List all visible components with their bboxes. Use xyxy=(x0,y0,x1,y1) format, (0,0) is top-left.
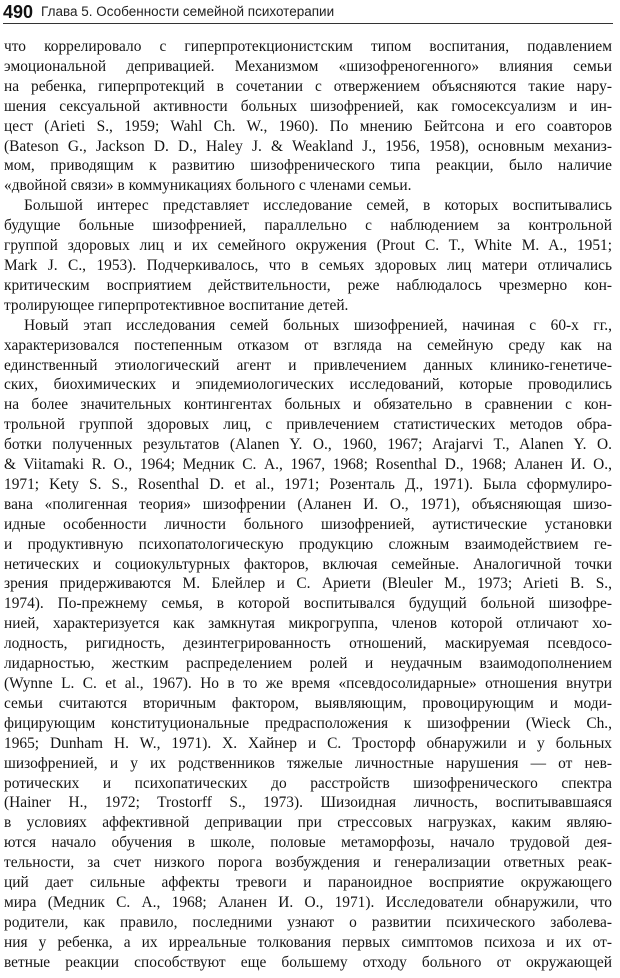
paragraph xyxy=(4,316,612,973)
text-line: мира (Медник С. А., 1968; Аланен И. О., 1971). Исследователи обнаружили, что xyxy=(4,893,612,911)
text-line: ботки полученных результатов (Alanen Y. O., 1960, 1967; Arajarvi T., Alanen Y. O. xyxy=(4,436,612,454)
text-line: вана «полигенная теория» шизофрении (Аланен И. О., 1971), объясняющая шизо- xyxy=(4,495,612,513)
text-line: ций дает сильные аффекты тревоги и параноидное восприятие окружающего xyxy=(4,874,612,892)
text-line: 1974). По-прежнему семья, в которой воспитывался будущий больной шизофре- xyxy=(4,595,612,613)
paragraph xyxy=(4,37,612,196)
running-head: Глава 5. Особенности семейной психотерапии xyxy=(41,4,335,19)
text-line: нией, характеризуется как замкнутая микрогруппа, членов которой отличают хо- xyxy=(4,615,612,633)
text-line: 1971; Kety S. S., Rosenthal D. et al., 1971; Розенталь Д., 1971). Была сформулиро- xyxy=(4,475,612,493)
text-line: & Viitamaki R. O., 1964; Медник С. А., 1967, 1968; Rosenthal D., 1968; Аланен И. О., xyxy=(4,456,612,474)
text-line: тролирующее гиперпротективное воспитание детей. xyxy=(4,296,349,314)
text-line: семьи считаются вторичным фактором, выявляющим, провоцирующим и моди- xyxy=(4,694,612,712)
text-line: шизофренией, и у их родственников тяжелые личностные нарушения — от нев- xyxy=(4,754,612,772)
text-line: Mark J. C., 1953). Подчеркивалось, что в семьях здоровых лиц матери отличались xyxy=(4,256,612,274)
page-number: 490 xyxy=(3,2,34,22)
text-line: что коррелировало с гиперпротекционистским типом воспитания, подавлением xyxy=(4,38,612,55)
text-line: лодность, ригидность, дезинтегрированность отношений, маскируемая псевдосо- xyxy=(4,635,612,653)
text-line: и продуктивную психопатологическую продукцию сложным взаимодействием ге- xyxy=(4,535,612,553)
body-text xyxy=(4,37,612,973)
text-line: «двойной связи» в коммуникациях больного с членами семьи. xyxy=(4,177,412,195)
text-line: в условиях аффективной депривации при стрессовых нагрузках, каким являю- xyxy=(4,814,612,832)
text-line: ются начало обучения в школе, половые метаморфозы, начало трудовой дея- xyxy=(4,834,612,852)
text-line: 1965; Dunham H. W., 1971). Х. Хайнер и С. Тросторф обнаружили и у больных xyxy=(4,734,612,752)
text-line: лидарностью, жестким распределением ролей и неудачным взаимодополнением xyxy=(4,655,612,673)
text-line: характеризовался постепенным отказом от взгляда на семейную среду как на xyxy=(4,336,612,354)
text-line: шения сексуальной активности больных шизофренией, как гомосексуализм и ин- xyxy=(4,97,612,115)
page-header xyxy=(3,0,615,22)
text-line: на более значительных контингентах больных и обязательно в сравнении с кон- xyxy=(4,396,612,414)
text-line: ротических и психопатических до расстройств шизофренического спектра xyxy=(4,774,612,792)
text-line: (Bateson G., Jackson D. D., Haley J. & Weakland J., 1956, 1958), основным механиз- xyxy=(4,137,612,155)
text-line: (Wynne L. C. et al., 1967). Но в то же время «псевдосолидарные» отношения внутри xyxy=(4,675,612,692)
text-line: Большой интерес представляет исследование семей, в которых воспитывались xyxy=(24,197,612,215)
text-line: зрения придерживаются М. Блейлер и С. Ариети (Bleuler M., 1973; Arieti B. S., xyxy=(4,575,612,593)
paragraph xyxy=(4,196,612,315)
text-line: цест (Arieti S., 1959; Wahl Ch. W., 1960). По мнению Бейтсона и его соавторов xyxy=(4,117,612,135)
text-line: группой здоровых лиц и их семейного окружения (Prout C. T., White M. A., 1951; xyxy=(4,237,612,255)
text-line: тельности, за счет низкого порога возбуждения и генерализации ответных реак- xyxy=(4,854,612,872)
text-line: ских, биохимических и эпидемиологических исследований, которые проводились xyxy=(4,376,612,394)
text-line: (Hainer H., 1972; Trostorff S., 1973). Шизоидная личность, воспитывавшаяся xyxy=(4,794,612,812)
text-line: критическим восприятием действительности, реже наблюдалось чрезмерно кон- xyxy=(4,276,612,294)
text-line: будущие больные шизофренией, параллельно с наблюдением за контрольной xyxy=(4,217,612,235)
text-line: идные особенности личности больного шизофренией, аутистические установки xyxy=(4,515,612,533)
text-line: ния у ребенка, а их ирреальные толкования первых симптомов психоза и их от- xyxy=(4,933,612,951)
text-line: фицирующим конституциональные предрасположения к шизофрении (Wieck Ch., xyxy=(4,714,612,732)
text-line: нетических и социокультурных факторов, включая семейные. Аналогичной точки xyxy=(4,555,612,573)
text-line: единственный этиологический агент и привлечением данных клинико-генетиче- xyxy=(4,356,612,374)
text-line: трольной группой здоровых лиц, с привлечением статистических методов обра- xyxy=(4,416,612,434)
text-line: ветные реакции способствуют еще большему отходу больного от окружающей xyxy=(4,953,612,971)
header-rule xyxy=(3,23,613,24)
text-line: родители, как правило, последними узнают о развитии психического заболева- xyxy=(4,913,612,931)
text-line: Новый этап исследования семей больных шизофренией, начиная с 60-х гг., xyxy=(24,316,612,334)
text-line: на ребенка, гиперпротекций в сочетании с отвержением объясняются такие нару- xyxy=(4,77,612,95)
text-line: мом, приводящим к развитию шизофренического типа реакции, было наличие xyxy=(4,157,612,175)
text-line: эмоциональной депривацией. Механизмом «шизофреногенного» влияния семьи xyxy=(4,57,612,75)
